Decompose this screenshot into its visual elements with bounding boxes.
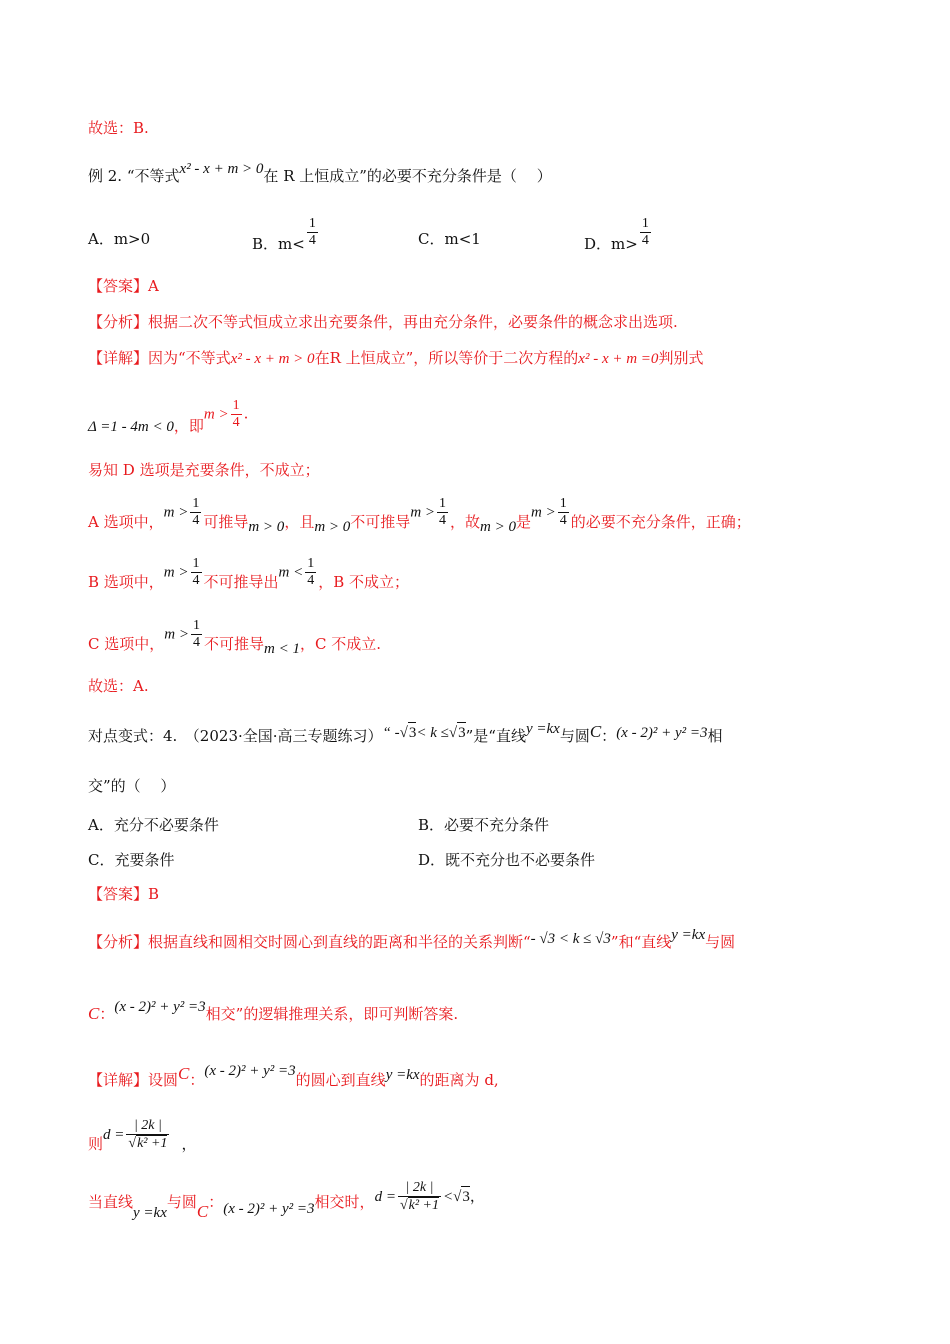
option-c: C．m<1 [418,230,481,248]
math: y =kx [525,721,560,737]
c-option-analysis [88,618,381,657]
text: 在 R 上恒成立”的必要不充分条件是（ ） [263,167,552,185]
text: D．m> [584,234,638,253]
math: m > 0 [314,518,351,535]
text: 不可推导出 [203,572,279,591]
text: ，C 不成立. [299,634,381,653]
math: x² - x + m =0 [578,351,659,367]
conclusion-b: 故选：B. [88,119,149,137]
num: | 2k | [126,1118,169,1135]
math: m > [410,504,436,521]
answer-label-1: 【答案】A [88,277,159,295]
conclusion-a: 故选：A. [88,677,149,695]
math: m > [163,564,189,581]
math: m > [163,504,189,521]
math-inequality: x² - x + m > 0 [179,161,264,177]
text: 【详解】设圆 [88,1071,179,1089]
text: 的圆心到直线 [295,1071,386,1089]
math: (x - 2)² + y² =3 [204,1063,296,1079]
text: 则 [88,1135,104,1153]
fraction [231,398,242,431]
text: 相交”的逻辑推理关系，即可判断答案. [205,1005,459,1023]
fraction [191,618,202,651]
math: C [178,1064,190,1083]
num: 1 [192,556,200,571]
den: 4 [192,513,200,528]
den: 4 [559,513,567,528]
text: 例 2. “不等式 [88,167,180,185]
den: 4 [439,513,447,528]
sqrt-3: 3 [461,1186,470,1207]
num: 1 [192,496,200,511]
math: d = [103,1127,125,1143]
text: 【详解】因为“不等式 [88,349,231,367]
v4-option-d: D．既不充分也不必要条件 [418,851,596,869]
text: 与圆 [166,1193,197,1211]
sqrt-3: 3 [457,722,466,743]
option-a: A．m>0 [88,230,151,248]
fraction [305,556,316,589]
variant-4-question: 对点变式：4. （2023·全国·高三专题练习）“ -√3< k ≤√3”是“直线y =kx与圆C：(x - 2)² + y² =3相 [88,721,723,745]
den: k² +1 [408,1198,439,1213]
den: 4 [192,635,200,650]
math: C [589,722,602,741]
math: m < [278,564,304,581]
analysis-2-cont [88,1000,458,1021]
text: . [243,404,249,423]
math: d = [374,1189,396,1205]
num: 1 [308,216,316,231]
v4-option-a: A．充分不必要条件 [88,816,219,834]
num: 1 [307,556,315,571]
den: 4 [192,573,200,588]
detail-1 [88,348,703,369]
math: (x - 2)² + y² =3 [223,1201,315,1217]
math: Δ =1 - 4m < 0 [88,418,174,435]
text: 相交时， [314,1193,375,1211]
text: ”是“直线 [465,727,526,745]
den: 4 [641,233,649,248]
text: ： [189,1071,205,1089]
math: m > [164,626,189,643]
text: 对点变式：4. （2023·全国·高三专题练习） [88,727,383,745]
math: (x - 2)² + y² =3 [114,999,206,1015]
text: 不可推导 [350,512,411,531]
math: - √3 < k ≤ √3 [530,931,611,947]
text: 当直线 [88,1193,134,1211]
text: ，即 [173,416,204,435]
math: m > [203,406,229,423]
math: y =kx [133,1205,167,1221]
fraction [307,216,318,249]
num: 1 [641,216,649,231]
fraction [640,216,651,249]
text: 是 [516,512,532,531]
math: m > 0 [480,518,517,535]
math: m < 1 [263,640,300,657]
text: 【分析】根据直线和圆相交时圆心到直线的距离和半径的关系判断“ [88,933,531,951]
text: B 选项中， [88,572,164,591]
math: y =kx [671,927,706,943]
analysis-2 [88,928,735,949]
text: ： [99,1005,115,1023]
text: 判别式 [658,349,704,367]
text: B．m< [252,234,305,253]
text: ， [469,1187,485,1205]
option-d [584,216,653,253]
math: m > [531,504,556,521]
fraction [190,496,201,529]
text: ： [601,727,617,745]
text: 的必要不充分条件，正确； [570,512,751,531]
math: < [442,1189,454,1205]
math: C [196,1202,209,1221]
text: ，且 [284,512,315,531]
num: 1 [232,398,240,413]
den: 4 [232,415,240,430]
den: k² +1 [137,1136,168,1151]
fraction [191,556,202,589]
variant-4-question-cont: 交”的（ ） [88,777,176,795]
delta-line [88,398,249,435]
option-b [252,216,320,253]
example-2-question [88,161,552,187]
den: 4 [307,573,315,588]
math: x² - x + m > 0 [230,351,315,367]
text: 不可推导 [203,634,264,653]
num: 1 [192,618,200,633]
text: 相 [707,727,723,745]
text: ，故 [450,512,481,531]
distance-formula [88,1118,196,1152]
math: “ - [382,725,400,741]
detail-2 [88,1063,499,1089]
math: y =kx [385,1067,420,1083]
text: 可推导 [203,512,249,531]
text: 与圆 [559,727,590,745]
fraction: $\frac{| 2k |}{\text{√k² +1}}$ [399,1180,439,1213]
num: 1 [439,496,447,511]
sqrt-3: 3 [408,722,417,743]
fraction [437,496,448,529]
answer-label-2: 【答案】B [88,885,160,903]
text: ： [208,1193,224,1211]
text: ”和“直线 [610,933,672,951]
den: 4 [308,233,316,248]
math: < k ≤ [416,725,449,741]
intersect-condition: 当直线y =kx与圆C：(x - 2)² + y² =3相交时，d = $\frac{| 2k |}{\text{√k² +1}}$ <√3， [88,1180,485,1221]
text: 在R 上恒成立”，所以等价于二次方程的 [314,349,579,367]
fraction [558,496,569,529]
fraction: $\frac{| 2k |}{\text{√k² +1}}$ [128,1118,168,1151]
num: 1 [559,496,567,511]
analysis-1: 【分析】根据二次不等式恒成立求出充要条件，再由充分条件，必要条件的概念求出选项. [88,313,678,331]
math: (x - 2)² + y² =3 [616,725,708,741]
math: m > 0 [248,518,285,535]
math: C [88,1004,100,1023]
text: ， [181,1135,197,1153]
text: C 选项中， [88,634,165,653]
b-option-analysis [88,556,409,589]
v4-option-c: C．充要条件 [88,851,175,869]
text: ，B 不成立； [318,572,410,591]
d-option-note: 易知 D 选项是充要条件，不成立； [88,461,320,479]
v4-option-b: B．必要不充分条件 [418,816,550,834]
text: 与圆 [705,933,736,951]
num: | 2k | [398,1180,441,1197]
a-option-analysis [88,496,751,535]
text: A 选项中， [88,512,164,531]
text: 的距离为 d, [419,1071,499,1089]
